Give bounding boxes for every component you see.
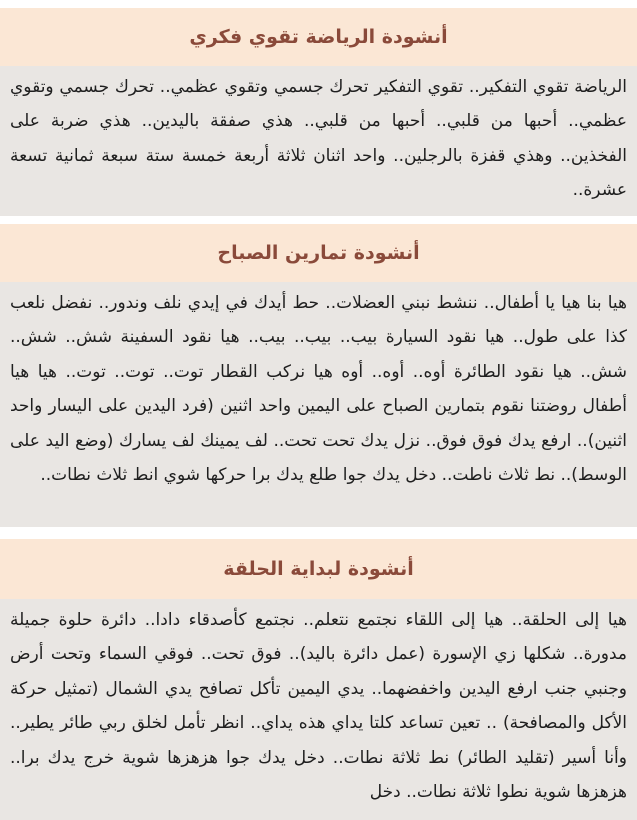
section-header bbox=[0, 539, 637, 599]
section-body-text: الرياضة تقوي التفكير.. تقوي التفكير تحرك جسمي وتقوي عظمي.. تحرك جسمي وتقوي عظمي.. أحبها من قلبي.. أحبها من قلبي.. هذي صفقة باليدين.. هذي ضربة على الفخذين.. وهذي قفزة بالرجلين.. واحد اثنان ثلاثة أربعة خمسة ستة سبعة ثمانية تسعة عشرة.. bbox=[0, 66, 637, 216]
section-title: أنشودة تمارين الصباح bbox=[217, 241, 420, 264]
section-header bbox=[0, 8, 637, 66]
section-title: أنشودة الرياضة تقوي فكري bbox=[189, 25, 448, 48]
section-header bbox=[0, 224, 637, 282]
section-body-text: هيا بنا هيا يا أطفال.. ننشط نبني العضلات.. حط أيدك في إيدي نلف وندور.. نفضل نلعب كذا على طول.. هيا نقود السيارة بيب.. بيب.. بيب.. هيا نقود السفينة شش.. شش.. شش.. هيا نقود الطائرة أوه.. أوه.. أوه هيا نركب القطار توت.. توت.. توت.. هيا هيا أطفال روضتنا نقوم بتمارين الصباح على اليمين واحد اثنين (فرد اليدين على اليسار واحد اثنين).. ارفع يدك فوق فوق.. نزل يدك تحت تحت.. لف يمينك لف يسارك (وضع اليد على الوسط).. نط ثلاث ناطت.. دخل يدك جوا طلع يدك برا حركها شوي انط ثلاث نطات.. bbox=[0, 282, 637, 527]
song-section-circle-start bbox=[0, 539, 637, 820]
section-title: أنشودة لبداية الحلقة bbox=[223, 557, 414, 580]
section-body-text: هيا إلى الحلقة.. هيا إلى اللقاء نجتمع نتعلم.. نجتمع كأصدقاء دادا.. دائرة حلوة جميلة مدورة.. شكلها زي الإسورة (عمل دائرة باليد).. فوق تحت.. فوقي السماء وتحت أرض وجنبي جنب ارفع اليدين واخفضهما.. يدي اليمين تأكل تصافح يدي الشمال (تمثيل حركة الأكل والمصافحة) .. تعين تساعد كلتا يداي هذه يداي.. انظر تأمل لخلق ربي طائر يطير.. وأنا أسير (تقليد الطائر) نط ثلاثة نطات.. دخل يدك جوا هزهزها شوية خرج يدك برا.. هزهزها شوية نطوا ثلاثة نطات.. دخل bbox=[0, 599, 637, 820]
song-section-morning-exercises bbox=[0, 224, 637, 527]
song-section-sports bbox=[0, 8, 637, 216]
